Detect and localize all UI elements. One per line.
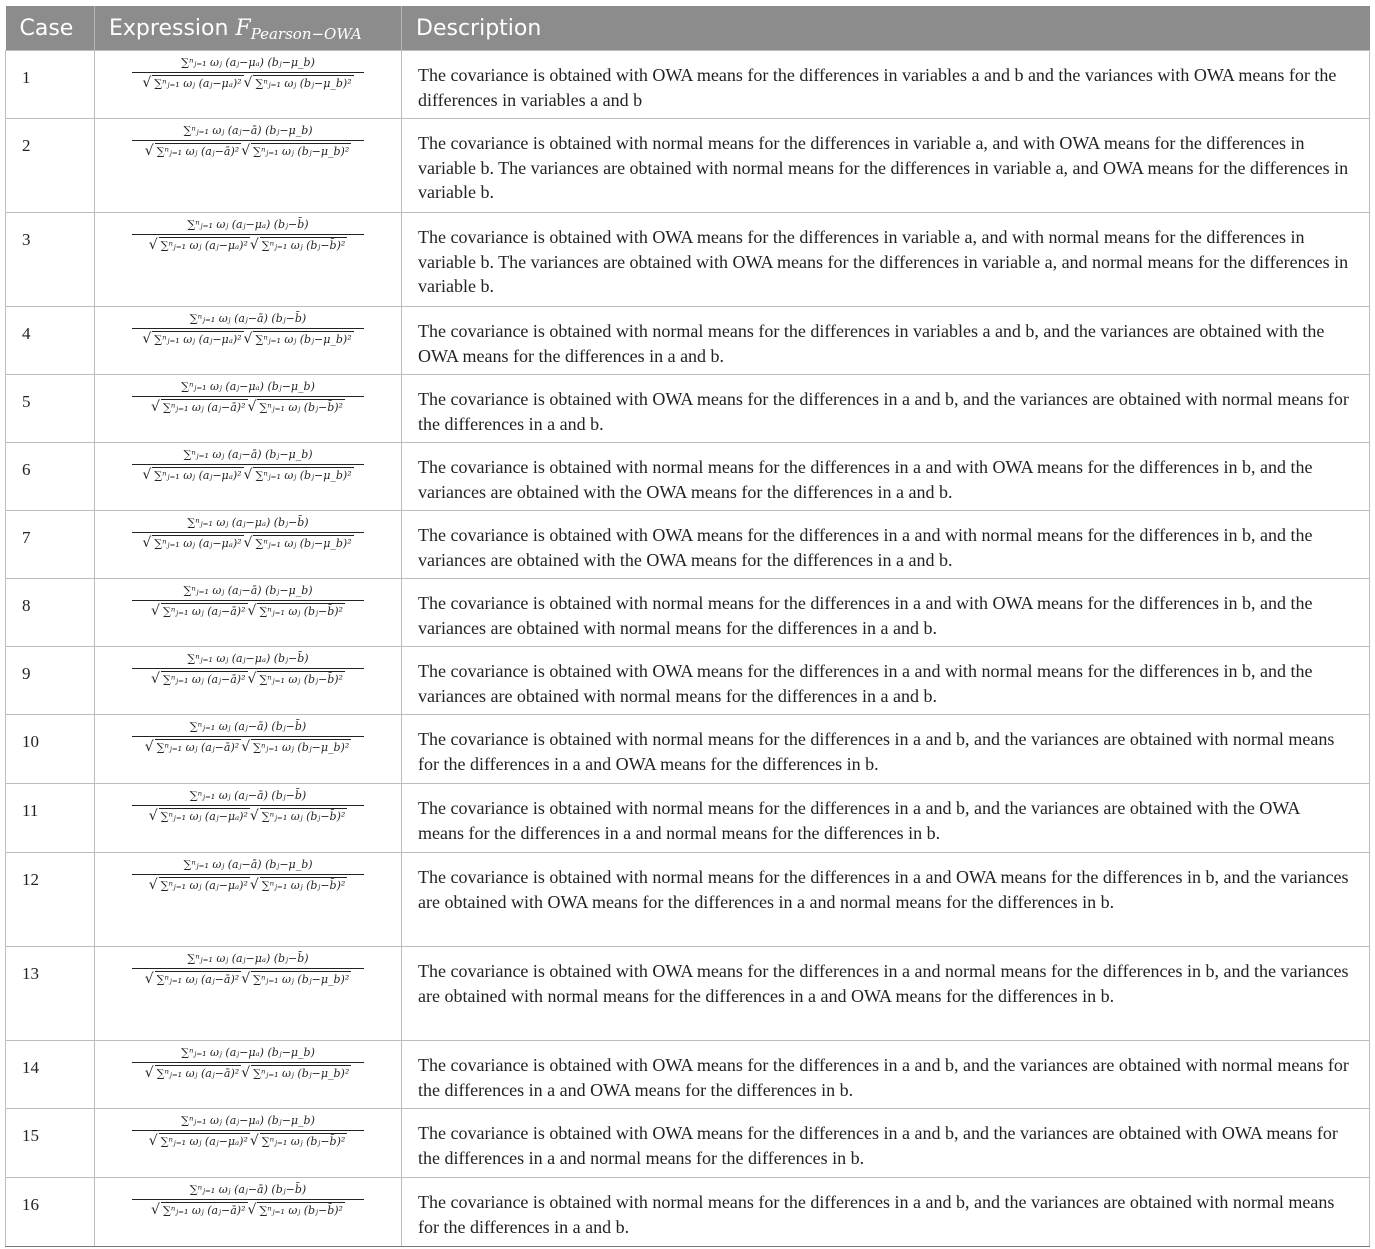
radicand-b: ∑ⁿⱼ₌₁ ωⱼ (bⱼ−b̄)²: [261, 1135, 346, 1148]
header-expression: [95, 6, 402, 51]
radicand-b: ∑ⁿⱼ₌₁ ωⱼ (bⱼ−μ_b)²: [255, 77, 352, 90]
expression-cell: [95, 51, 402, 119]
table-row: [6, 213, 1370, 307]
table-row: [6, 579, 1370, 647]
sqrt-sign: √: [144, 739, 154, 755]
header-expression-symbol: F: [235, 15, 251, 41]
case-cell: 16: [6, 1178, 95, 1247]
table-row: [6, 784, 1370, 853]
formula-numerator: ∑ⁿⱼ₌₁ ωⱼ (aⱼ−μₐ) (bⱼ−μ_b): [181, 56, 315, 69]
formula-numerator: ∑ⁿⱼ₌₁ ωⱼ (aⱼ−ā) (bⱼ−b̄): [189, 720, 307, 733]
formula-denominator: [151, 1202, 345, 1218]
formula-numerator: ∑ⁿⱼ₌₁ ωⱼ (aⱼ−ā) (bⱼ−b̄): [189, 1183, 307, 1196]
case-cell: 13: [6, 947, 95, 1041]
formula-denominator: [142, 75, 353, 91]
fraction-bar: [132, 72, 364, 73]
sqrt-sign: √: [144, 143, 154, 159]
description-cell: The covariance is obtained with OWA means for the differences in variable a, and with normal means for the differences in variable b. The variances are obtained with OWA means for the differences in variable a, and normal means for the differences in variable b.: [402, 213, 1370, 307]
formula-fraction: [95, 123, 401, 159]
fraction-bar: [132, 328, 364, 329]
expression-cell: [95, 1109, 402, 1178]
sqrt-sign: √: [144, 971, 154, 987]
case-cell: 8: [6, 579, 95, 647]
header-description: Description: [402, 6, 1370, 51]
formula-fraction: [95, 788, 401, 824]
radicand-a: ∑ⁿⱼ₌₁ ωⱼ (aⱼ−μₐ)²: [160, 879, 248, 892]
table-header: [6, 6, 1370, 51]
table-row: [6, 947, 1370, 1041]
fraction-bar: [132, 668, 364, 669]
case-cell: 3: [6, 213, 95, 307]
radicand-a: ∑ⁿⱼ₌₁ ωⱼ (aⱼ−μₐ)²: [160, 239, 248, 252]
sqrt-sign: √: [151, 603, 160, 619]
sqrt-sign: √: [142, 467, 152, 483]
table-row: [6, 715, 1370, 784]
radicand-a: ∑ⁿⱼ₌₁ ωⱼ (aⱼ−μₐ)²: [160, 1135, 248, 1148]
formula-denominator: [145, 143, 352, 159]
radicand-b: ∑ⁿⱼ₌₁ ωⱼ (bⱼ−μ_b)²: [255, 537, 352, 550]
header-case: Case: [6, 6, 95, 51]
sqrt-sign: √: [142, 75, 152, 91]
description-cell: The covariance is obtained with normal means for the differences in a and b, and the variances are obtained with normal means for the differences in a and b.: [402, 1178, 1370, 1247]
radicand-b: ∑ⁿⱼ₌₁ ωⱼ (bⱼ−b̄)²: [261, 879, 346, 892]
fraction-bar: [132, 140, 364, 141]
radicand-a: ∑ⁿⱼ₌₁ ωⱼ (aⱼ−ā)²: [162, 673, 246, 686]
formula-fraction: [95, 311, 401, 347]
case-cell: 1: [6, 51, 95, 119]
expression-cell: [95, 647, 402, 715]
formula-denominator: [149, 877, 348, 893]
radicand-a: ∑ⁿⱼ₌₁ ωⱼ (aⱼ−ā)²: [156, 973, 240, 986]
formula-fraction: [95, 1113, 401, 1149]
formula-denominator: [142, 331, 353, 347]
formula-denominator: [151, 399, 345, 415]
radicand-b: ∑ⁿⱼ₌₁ ωⱼ (bⱼ−μ_b)²: [253, 1067, 350, 1080]
description-cell: The covariance is obtained with normal means for the differences in variables a and b, and the variances are obtained with the OWA means for the differences in a and b.: [402, 307, 1370, 375]
sqrt-sign: √: [249, 237, 259, 253]
fraction-bar: [132, 234, 364, 235]
sqrt-sign: √: [249, 808, 259, 824]
radicand-a: ∑ⁿⱼ₌₁ ωⱼ (aⱼ−μₐ)²: [154, 537, 242, 550]
radicand-b: ∑ⁿⱼ₌₁ ωⱼ (bⱼ−b̄)²: [259, 673, 343, 686]
sqrt-sign: √: [144, 1065, 154, 1081]
expression-cell: [95, 213, 402, 307]
formula-numerator: ∑ⁿⱼ₌₁ ωⱼ (aⱼ−μₐ) (bⱼ−μ_b): [181, 380, 315, 393]
radicand-b: ∑ⁿⱼ₌₁ ωⱼ (bⱼ−μ_b)²: [253, 973, 350, 986]
table-row: [6, 647, 1370, 715]
case-cell: 2: [6, 119, 95, 213]
sqrt-sign: √: [247, 603, 257, 619]
description-cell: The covariance is obtained with normal means for the differences in a and with OWA means for the differences in b, and the variances are obtained with the OWA means for the differences in a and b.: [402, 443, 1370, 511]
description-cell: The covariance is obtained with OWA means for the differences in a and with normal means for the differences in b, and the variances are obtained with normal means for the differences in a and b.: [402, 647, 1370, 715]
radicand-b: ∑ⁿⱼ₌₁ ωⱼ (bⱼ−b̄)²: [259, 605, 343, 618]
case-cell: 15: [6, 1109, 95, 1178]
expression-cell: [95, 784, 402, 853]
table-row: [6, 853, 1370, 947]
formula-numerator: ∑ⁿⱼ₌₁ ωⱼ (aⱼ−μₐ) (bⱼ−b̄): [187, 218, 309, 231]
case-cell: 12: [6, 853, 95, 947]
sqrt-sign: √: [243, 75, 253, 91]
radicand-b: ∑ⁿⱼ₌₁ ωⱼ (bⱼ−μ_b)²: [253, 145, 350, 158]
formula-fraction: [95, 583, 401, 619]
description-cell: The covariance is obtained with normal means for the differences in variable a, and with OWA means for the differences in variable b. The variances are obtained with normal means for the differences in variable a, and OWA means for the differences in variable b.: [402, 119, 1370, 213]
case-cell: 9: [6, 647, 95, 715]
formula-numerator: ∑ⁿⱼ₌₁ ωⱼ (aⱼ−μₐ) (bⱼ−b̄): [187, 652, 309, 665]
formula-denominator: [149, 808, 348, 824]
formula-fraction: [95, 857, 401, 893]
formula-numerator: ∑ⁿⱼ₌₁ ωⱼ (aⱼ−ā) (bⱼ−μ_b): [183, 584, 313, 597]
case-cell: 4: [6, 307, 95, 375]
expression-cell: [95, 853, 402, 947]
sqrt-sign: √: [151, 671, 160, 687]
sqrt-sign: √: [142, 535, 152, 551]
formula-fraction: [95, 951, 401, 987]
radicand-a: ∑ⁿⱼ₌₁ ωⱼ (aⱼ−ā)²: [162, 401, 246, 414]
formula-numerator: ∑ⁿⱼ₌₁ ωⱼ (aⱼ−μₐ) (bⱼ−b̄): [187, 516, 309, 529]
case-cell: 10: [6, 715, 95, 784]
description-cell: The covariance is obtained with normal means for the differences in a and OWA means for the differences in b, and the variances are obtained with OWA means for the differences in a and normal means for the differences in b.: [402, 853, 1370, 947]
case-cell: 14: [6, 1041, 95, 1109]
fraction-bar: [132, 805, 364, 806]
formula-fraction: [95, 379, 401, 415]
case-cell: 6: [6, 443, 95, 511]
case-cell: 11: [6, 784, 95, 853]
table-body: [6, 51, 1370, 1247]
fraction-bar: [132, 600, 364, 601]
formula-denominator: [151, 671, 345, 687]
radicand-b: ∑ⁿⱼ₌₁ ωⱼ (bⱼ−b̄)²: [261, 239, 346, 252]
formula-fraction: [95, 217, 401, 253]
sqrt-sign: √: [247, 671, 257, 687]
radicand-a: ∑ⁿⱼ₌₁ ωⱼ (aⱼ−μₐ)²: [154, 333, 242, 346]
formula-fraction: [95, 55, 401, 91]
sqrt-sign: √: [241, 971, 251, 987]
formula-fraction: [95, 1045, 401, 1081]
formula-numerator: ∑ⁿⱼ₌₁ ωⱼ (aⱼ−ā) (bⱼ−b̄): [189, 312, 307, 325]
sqrt-sign: √: [243, 331, 253, 347]
owa-pearson-table: [5, 6, 1370, 1247]
sqrt-sign: √: [249, 1133, 259, 1149]
formula-numerator: ∑ⁿⱼ₌₁ ωⱼ (aⱼ−ā) (bⱼ−μ_b): [183, 858, 313, 871]
table-row: [6, 443, 1370, 511]
formula-numerator: ∑ⁿⱼ₌₁ ωⱼ (aⱼ−μₐ) (bⱼ−μ_b): [181, 1046, 315, 1059]
fraction-bar: [132, 1130, 364, 1131]
fraction-bar: [132, 1199, 364, 1200]
formula-fraction: [95, 1182, 401, 1218]
radicand-b: ∑ⁿⱼ₌₁ ωⱼ (bⱼ−b̄)²: [261, 810, 346, 823]
description-cell: The covariance is obtained with OWA means for the differences in a and b, and the variances are obtained with normal means for the differences in a and OWA means for the differences in b.: [402, 1041, 1370, 1109]
expression-cell: [95, 511, 402, 579]
sqrt-sign: √: [142, 331, 152, 347]
description-cell: The covariance is obtained with OWA means for the differences in a and b, and the variances are obtained with normal means for the differences in a and b.: [402, 375, 1370, 443]
fraction-bar: [132, 874, 364, 875]
formula-fraction: [95, 447, 401, 483]
radicand-b: ∑ⁿⱼ₌₁ ωⱼ (bⱼ−b̄)²: [259, 401, 343, 414]
description-cell: The covariance is obtained with normal means for the differences in a and with OWA means for the differences in b, and the variances are obtained with normal means for the differences in a and b.: [402, 579, 1370, 647]
header-expression-label: Expression: [109, 15, 229, 41]
description-cell: The covariance is obtained with normal means for the differences in a and b, and the variances are obtained with normal means for the differences in a and OWA means for the differences in b.: [402, 715, 1370, 784]
case-cell: 5: [6, 375, 95, 443]
formula-numerator: ∑ⁿⱼ₌₁ ωⱼ (aⱼ−ā) (bⱼ−b̄): [189, 789, 307, 802]
description-cell: The covariance is obtained with OWA means for the differences in a and b, and the variances are obtained with OWA means for the differences in a and normal means for the differences in b.: [402, 1109, 1370, 1178]
radicand-a: ∑ⁿⱼ₌₁ ωⱼ (aⱼ−μₐ)²: [154, 77, 242, 90]
fraction-bar: [132, 396, 364, 397]
expression-cell: [95, 1178, 402, 1247]
radicand-a: ∑ⁿⱼ₌₁ ωⱼ (aⱼ−ā)²: [156, 741, 240, 754]
sqrt-sign: √: [243, 467, 253, 483]
radicand-b: ∑ⁿⱼ₌₁ ωⱼ (bⱼ−μ_b)²: [255, 469, 352, 482]
sqrt-sign: √: [148, 237, 158, 253]
fraction-bar: [132, 532, 364, 533]
table-row: [6, 119, 1370, 213]
formula-denominator: [149, 237, 348, 253]
formula-denominator: [151, 603, 345, 619]
description-cell: The covariance is obtained with OWA means for the differences in variables a and b and the variances with OWA means for the differences in variables a and b: [402, 51, 1370, 119]
expression-cell: [95, 1041, 402, 1109]
radicand-a: ∑ⁿⱼ₌₁ ωⱼ (aⱼ−ā)²: [162, 605, 246, 618]
expression-cell: [95, 119, 402, 213]
formula-denominator: [142, 467, 353, 483]
description-cell: The covariance is obtained with OWA means for the differences in a and normal means for the differences in b, and the variances are obtained with normal means for the differences in a and OWA means for the differences in b.: [402, 947, 1370, 1041]
formula-denominator: [142, 535, 353, 551]
sqrt-sign: √: [243, 535, 253, 551]
fraction-bar: [132, 736, 364, 737]
description-cell: The covariance is obtained with normal means for the differences in a and b, and the variances are obtained with the OWA means for the differences in a and normal means for the differences in b.: [402, 784, 1370, 853]
expression-cell: [95, 443, 402, 511]
radicand-a: ∑ⁿⱼ₌₁ ωⱼ (aⱼ−ā)²: [156, 145, 240, 158]
radicand-a: ∑ⁿⱼ₌₁ ωⱼ (aⱼ−μₐ)²: [160, 810, 248, 823]
formula-fraction: [95, 515, 401, 551]
table-row: [6, 375, 1370, 443]
fraction-bar: [132, 1062, 364, 1063]
formula-numerator: ∑ⁿⱼ₌₁ ωⱼ (aⱼ−ā) (bⱼ−μ_b): [183, 124, 313, 137]
sqrt-sign: √: [247, 399, 257, 415]
sqrt-sign: √: [241, 143, 251, 159]
sqrt-sign: √: [247, 1202, 257, 1218]
sqrt-sign: √: [148, 808, 158, 824]
radicand-a: ∑ⁿⱼ₌₁ ωⱼ (aⱼ−ā)²: [162, 1204, 246, 1217]
expression-cell: [95, 375, 402, 443]
expression-cell: [95, 579, 402, 647]
radicand-a: ∑ⁿⱼ₌₁ ωⱼ (aⱼ−ā)²: [156, 1067, 240, 1080]
table-row: [6, 51, 1370, 119]
table-row: [6, 1041, 1370, 1109]
fraction-bar: [132, 464, 364, 465]
formula-denominator: [149, 1133, 348, 1149]
table-row: [6, 1178, 1370, 1247]
formula-numerator: ∑ⁿⱼ₌₁ ωⱼ (aⱼ−ā) (bⱼ−μ_b): [183, 448, 313, 461]
sqrt-sign: √: [249, 877, 259, 893]
header-expression-subscript: Pearson−OWA: [250, 24, 362, 43]
formula-fraction: [95, 719, 401, 755]
sqrt-sign: √: [151, 399, 160, 415]
sqrt-sign: √: [151, 1202, 160, 1218]
formula-fraction: [95, 651, 401, 687]
sqrt-sign: √: [241, 739, 251, 755]
radicand-b: ∑ⁿⱼ₌₁ ωⱼ (bⱼ−μ_b)²: [253, 741, 350, 754]
expression-cell: [95, 947, 402, 1041]
table-row: [6, 307, 1370, 375]
radicand-a: ∑ⁿⱼ₌₁ ωⱼ (aⱼ−μₐ)²: [154, 469, 242, 482]
fraction-bar: [132, 968, 364, 969]
sqrt-sign: √: [148, 1133, 158, 1149]
case-cell: 7: [6, 511, 95, 579]
sqrt-sign: √: [148, 877, 158, 893]
expression-cell: [95, 715, 402, 784]
expression-cell: [95, 307, 402, 375]
formula-numerator: ∑ⁿⱼ₌₁ ωⱼ (aⱼ−μₐ) (bⱼ−μ_b): [181, 1114, 315, 1127]
table-row: [6, 511, 1370, 579]
formula-denominator: [145, 1065, 352, 1081]
radicand-b: ∑ⁿⱼ₌₁ ωⱼ (bⱼ−μ_b)²: [255, 333, 352, 346]
formula-numerator: ∑ⁿⱼ₌₁ ωⱼ (aⱼ−μₐ) (bⱼ−b̄): [187, 952, 309, 965]
formula-denominator: [145, 971, 352, 987]
radicand-b: ∑ⁿⱼ₌₁ ωⱼ (bⱼ−b̄)²: [259, 1204, 343, 1217]
sqrt-sign: √: [241, 1065, 251, 1081]
description-cell: The covariance is obtained with OWA means for the differences in a and with normal means for the differences in b, and the variances are obtained with the OWA means for the differences in a and b.: [402, 511, 1370, 579]
table-row: [6, 1109, 1370, 1178]
formula-denominator: [145, 739, 352, 755]
